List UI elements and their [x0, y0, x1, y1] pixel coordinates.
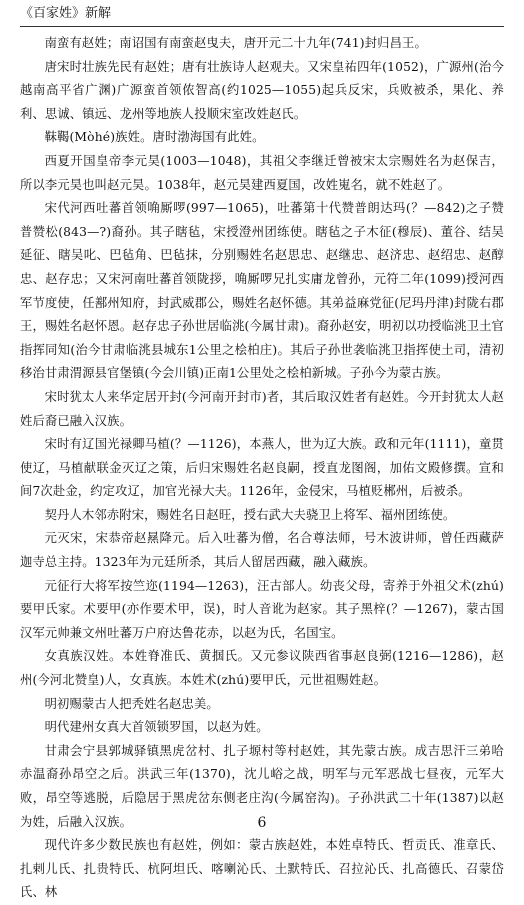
paragraph: 元征行大将军按竺迩(1194—1263)，汪古部人。幼丧父母，寄养于外祖父术(zhú)要甲氏家。术要甲(亦作要术甲，误)，时人音讹为赵家。其子黑梓(？—1267)，蒙古国汉军元帅兼文州吐蕃万户府达鲁花赤，以赵为氏，名国宝。 — [20, 578, 504, 640]
paragraph: 现代许多少数民族也有赵姓，例如：蒙古族赵姓，本姓卓特氏、哲贡氏、准章氏、扎剌儿氏、扎贵特氏、杭阿坦氏、喀喇沁氏、土默特氏、召拉沁氏、扎高德氏、召蒙岱氏、林 — [20, 838, 504, 900]
page-number: 6 — [257, 815, 267, 831]
paragraph: 宋代河西吐蕃首领唃厮啰(997—1065)，吐蕃第十代赞普朗达玛(？—842)之子赞普赞松(843—?)裔孙。其子瞎毡，宋授澄州团练使。瞎毡之子木征(穆辰)、董谷、结吴延征、瞎吴叱、巴毡角、巴毡抹，分别赐姓名赵思忠、赵继忠、赵济忠、赵绍忠、赵醇忠、赵存忠；又宋河南吐蕃首领陇拶，唃厮啰兄扎实庸龙曾孙，元符二年(1099)授河西军节度使，任鄯州知府，封武威郡公，赐姓名赵怀德。其弟益麻党征(尼玛丹津)封陇右郡王，赐姓名赵怀恩。赵存忠子孙世居临洮(今属甘肃)。裔孙赵安，明初以功授临洮卫土官指挥同知(治今甘肃临洮县城东1公里之桧柏庄)。其后子孙世袭临洮卫指挥使土司，清初移治甘肃渭源县官堡镇(今会川镇)正南1公里处之桧柏新城。子孙今为蒙古族。 — [20, 201, 504, 381]
page-content — [20, 32, 504, 905]
paragraph: 契丹人木邻赤附宋，赐姓名日赵旺，授右武大夫骁卫上将军、福州团练使。 — [44, 507, 456, 522]
paragraph: 西夏开国皇帝李元昊(1003—1048)，其祖父李继迁曾被宋太宗赐姓名为赵保吉，所以李元昊也叫赵元昊。1038年，赵元昊建西夏国，改姓嵬名，就不姓赵了。 — [20, 153, 504, 192]
paragraph: 女真族汉姓。本姓脊准氏、黄掴氏。又元参议陕西省事赵良弼(1216—1286)，赵州(今河北赞皇)人，女真族。本姓术(zhú)要甲氏，元世祖赐姓赵。 — [20, 649, 504, 688]
book-title: 《百家姓》新解 — [20, 6, 112, 21]
paragraph: 南蛮有赵姓；南诏国有南蛮赵曳夫，唐开元二十九年(741)封归昌王。 — [44, 36, 427, 50]
paragraph: 靺鞨(Mòhé)族姓。唐时渤海国有此姓。 — [44, 130, 265, 145]
paragraph: 唐宋时壮族先民有赵姓；唐有壮族诗人赵观夫。又宋皇祐四年(1052)，广源州(治今越南高平省广渊)广源蛮首领侬智高(约1025—1055)起兵反宋，兵败被杀，果化、养利、思诚、镇远、龙州等地族人投顺宋室改姓赵氏。 — [20, 59, 504, 121]
running-header — [20, 2, 504, 27]
paragraph: 明初赐蒙古人把秃姓名赵忠美。 — [44, 696, 219, 711]
paragraph: 宋时犹太人来华定居开封(今河南开封市)者，其后取汉姓者有赵姓。今开封犹太人赵姓后裔已融入汉族。 — [20, 389, 504, 428]
paragraph: 宋时有辽国光禄卿马植(？—1126)，本燕人，世为辽大族。政和元年(1111)，童贯使辽，马植献联金灭辽之策，后归宋赐姓名赵良嗣，授直龙图阁，加佑文殿修撰。宣和间7次赴金，约定攻辽，加官光禄大夫。1126年，金侵宋，马植贬郴州，后被杀。 — [20, 437, 504, 499]
paragraph: 明代建州女真大首领锁罗国，以赵为姓。 — [44, 720, 269, 735]
paragraph: 元灭宋，宋恭帝赵㬎降元。后入吐蕃为僧，名合尊法师，号木波讲师，曾任西藏萨迦寺总主持。1323年为元廷所杀，其后人留居西藏，融入藏族。 — [20, 531, 504, 570]
paragraph: 甘肃会宁县郭城驿镇黑虎岔村、扎子塬村等村赵姓，其先蒙古族。成吉思汗三弟哈赤温裔孙昂空之后。洪武三年(1370)，沈儿峪之战，明军与元军恶战七昼夜，元军大败，昂空等逃脱，后隐居于黑虎岔东侧老庄沟(今属窑沟)。子孙洪武二十年(1387)以赵为姓，后融入汉族。 — [20, 743, 504, 829]
